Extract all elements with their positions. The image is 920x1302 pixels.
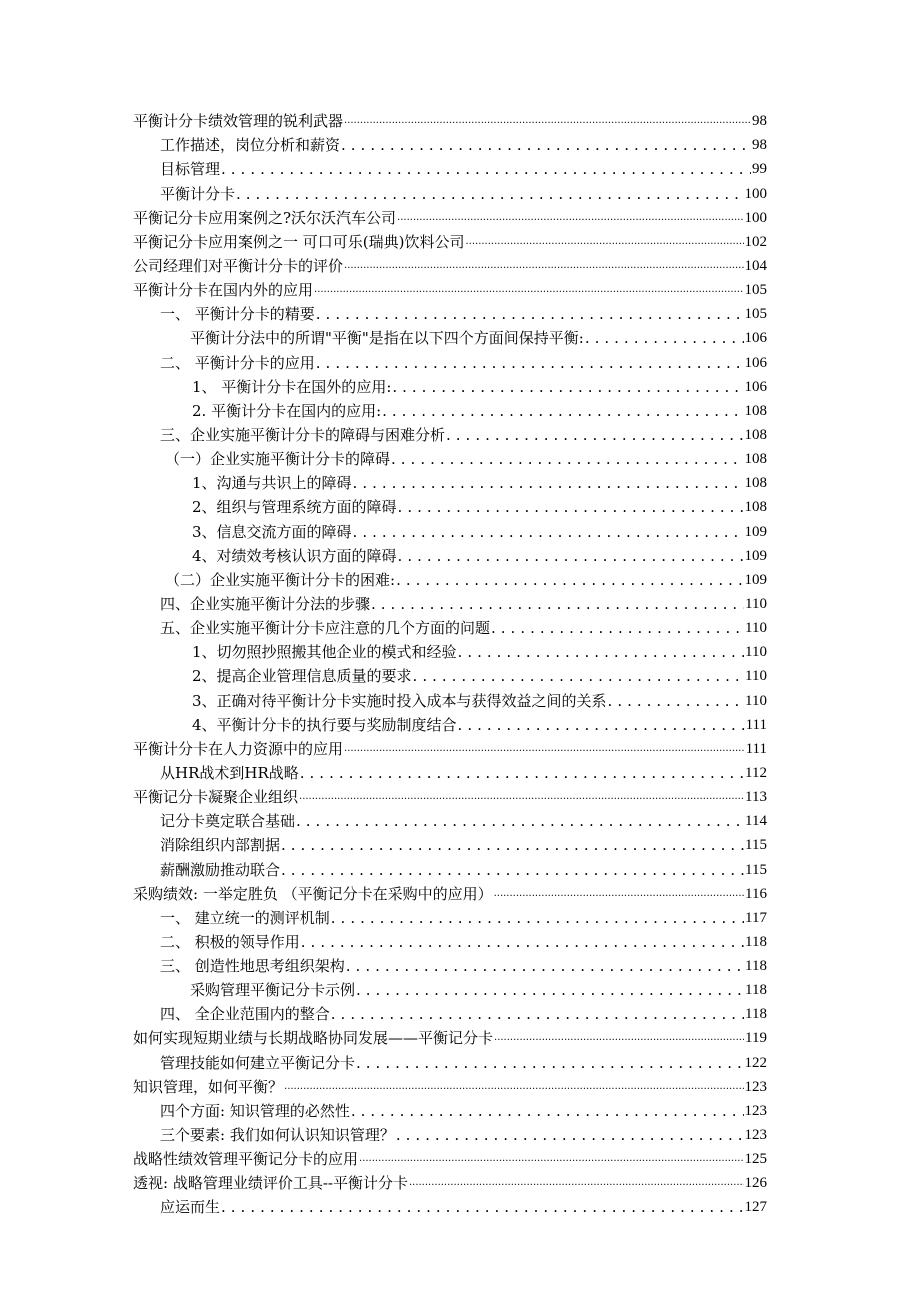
toc-entry[interactable]	[133, 930, 767, 954]
toc-entry[interactable]	[133, 1099, 767, 1123]
dot-leader	[341, 133, 751, 157]
toc-entry-page-number: 118	[745, 1006, 767, 1023]
toc-entry[interactable]	[133, 1123, 767, 1147]
toc-entry-page-number: 109	[744, 523, 767, 540]
table-of-contents	[133, 109, 767, 1219]
dot-leader	[344, 109, 751, 133]
toc-entry-page-number: 113	[745, 789, 767, 806]
dot-leader	[344, 254, 743, 278]
toc-entry[interactable]	[133, 326, 767, 350]
toc-entry-title: 平衡计分卡在国内外的应用	[133, 281, 314, 300]
toc-entry-title: 如何实现短期业绩与长期战略协同发展——平衡记分卡	[133, 1029, 494, 1048]
dot-leader	[299, 785, 744, 809]
toc-entry[interactable]	[133, 761, 767, 785]
toc-entry[interactable]	[133, 1002, 767, 1026]
toc-entry[interactable]	[133, 954, 767, 978]
toc-entry[interactable]	[133, 664, 767, 688]
dot-leader	[356, 978, 744, 1002]
dot-leader	[397, 206, 743, 230]
toc-entry-title: 1、沟通与共识上的障碍	[192, 474, 352, 493]
toc-entry[interactable]	[133, 1195, 767, 1219]
toc-entry[interactable]	[133, 471, 767, 495]
toc-entry-title: 平衡计分卡	[160, 184, 236, 203]
toc-entry-page-number: 110	[745, 644, 767, 661]
toc-entry-page-number: 118	[745, 933, 767, 950]
dot-leader	[391, 447, 743, 471]
toc-entry[interactable]	[133, 616, 767, 640]
toc-entry-page-number: 111	[745, 716, 767, 733]
toc-entry-title: 管理技能如何建立平衡记分卡	[160, 1053, 356, 1072]
dot-leader	[353, 520, 744, 544]
toc-entry-page-number: 123	[744, 1102, 767, 1119]
dot-leader	[413, 664, 745, 688]
toc-entry[interactable]	[133, 495, 767, 519]
toc-entry[interactable]	[133, 254, 767, 278]
toc-entry-title: 平衡记分卡应用案例之一 可口可乐(瑞典)饮料公司	[133, 232, 465, 251]
toc-entry[interactable]	[133, 109, 767, 133]
toc-entry-page-number: 105	[744, 282, 767, 299]
dot-leader	[353, 471, 744, 495]
toc-entry-title: 平衡记分卡应用案例之?沃尔沃汽车公司	[133, 208, 397, 227]
dot-leader	[494, 882, 744, 906]
dot-leader	[494, 1026, 744, 1050]
dot-leader	[221, 157, 751, 181]
toc-entry-title: 3、正确对待平衡计分卡实施时投入成本与获得效益之间的关系	[192, 691, 607, 710]
toc-entry-title: 工作描述，岗位分析和薪资	[160, 136, 341, 155]
toc-entry-title: 4、平衡计分卡的执行要与奖励制度结合	[192, 715, 457, 734]
dot-leader	[300, 761, 744, 785]
dot-leader	[398, 544, 744, 568]
toc-entry[interactable]	[133, 133, 767, 157]
toc-entry[interactable]	[133, 906, 767, 930]
toc-entry-title: 三、企业实施平衡计分卡的障碍与困难分析	[160, 425, 446, 444]
toc-entry[interactable]	[133, 978, 767, 1002]
toc-entry-page-number: 100	[744, 209, 767, 226]
toc-entry-title: 透视: 战略管理业绩评价工具--平衡计分卡	[133, 1174, 408, 1193]
toc-entry[interactable]	[133, 519, 767, 543]
toc-entry-page-number: 108	[744, 402, 767, 419]
dot-leader	[314, 278, 743, 302]
toc-entry-page-number: 111	[745, 740, 767, 757]
dot-leader	[608, 689, 745, 713]
toc-entry-title: 知识管理，如何平衡？	[133, 1077, 284, 1096]
toc-entry-title: 一、 平衡计分卡的精要	[160, 305, 315, 324]
toc-entry[interactable]	[133, 350, 767, 374]
toc-entry[interactable]	[133, 399, 767, 423]
toc-entry-title: 采购绩效: 一举定胜负 （平衡记分卡在采购中的应用）	[133, 884, 493, 903]
toc-entry-title: 三、 创造性地思考组织架构	[160, 957, 345, 976]
toc-entry-title: 三个要素: 我们如何认识知识管理？	[160, 1126, 395, 1145]
dot-leader	[316, 302, 744, 326]
toc-entry-title: 采购管理平衡记分卡示例	[190, 981, 356, 1000]
toc-entry-title: 从HR战术到HR战略	[160, 763, 299, 782]
toc-entry[interactable]	[133, 1171, 767, 1195]
toc-entry-page-number: 99	[752, 161, 767, 178]
dot-leader	[585, 326, 744, 350]
toc-entry[interactable]	[133, 1050, 767, 1074]
toc-entry-title: 平衡计分法中的所谓"平衡"是指在以下四个方面间保持平衡:	[190, 329, 584, 348]
toc-entry-page-number: 119	[745, 1030, 767, 1047]
dot-leader	[465, 230, 743, 254]
toc-entry-title: 五、企业实施平衡计分卡应注意的几个方面的问题	[160, 619, 491, 638]
toc-entry[interactable]	[133, 592, 767, 616]
toc-entry[interactable]	[133, 1147, 767, 1171]
toc-entry-title: 1、 平衡计分卡在国外的应用:	[192, 377, 392, 396]
toc-entry-page-number: 116	[745, 885, 767, 902]
toc-entry[interactable]	[133, 181, 767, 205]
toc-entry-page-number: 102	[744, 233, 767, 250]
dot-leader	[221, 1195, 743, 1219]
dot-leader	[371, 592, 744, 616]
toc-entry-title: 薪酬激励推动联合	[160, 860, 281, 879]
toc-entry-page-number: 122	[744, 1054, 767, 1071]
toc-entry-page-number: 106	[744, 354, 767, 371]
toc-entry[interactable]	[133, 640, 767, 664]
toc-entry[interactable]	[133, 857, 767, 881]
toc-entry[interactable]	[133, 809, 767, 833]
toc-entry[interactable]	[133, 568, 767, 592]
toc-entry-page-number: 114	[745, 813, 767, 830]
toc-entry-page-number: 106	[744, 330, 767, 347]
toc-entry-title: 应运而生	[160, 1198, 221, 1217]
toc-entry-page-number: 123	[744, 1127, 767, 1144]
toc-entry-page-number: 118	[745, 958, 767, 975]
dot-leader	[409, 1171, 744, 1195]
toc-entry-page-number: 110	[745, 692, 767, 709]
toc-entry-page-number: 117	[745, 909, 767, 926]
toc-entry[interactable]	[133, 713, 767, 737]
toc-entry-page-number: 108	[744, 451, 767, 468]
toc-entry-title: （一）企业实施平衡计分卡的障碍	[165, 450, 391, 469]
toc-entry-page-number: 106	[744, 378, 767, 395]
toc-entry-page-number: 115	[745, 837, 767, 854]
toc-entry[interactable]	[133, 882, 767, 906]
dot-leader	[396, 568, 743, 592]
toc-entry-title: 记分卡奠定联合基础	[160, 812, 296, 831]
toc-entry-page-number: 109	[744, 571, 767, 588]
toc-entry-page-number: 110	[745, 620, 767, 637]
toc-entry[interactable]	[133, 785, 767, 809]
toc-entry-page-number: 100	[744, 185, 767, 202]
toc-entry-page-number: 105	[744, 306, 767, 323]
toc-entry-title: 一、 建立统一的测评机制	[160, 908, 330, 927]
toc-entry-page-number: 98	[752, 113, 767, 130]
toc-entry[interactable]	[133, 833, 767, 857]
toc-entry-page-number: 104	[744, 257, 767, 274]
dot-leader	[284, 1075, 743, 1099]
toc-entry-page-number: 110	[745, 595, 767, 612]
toc-entry-page-number: 108	[744, 426, 767, 443]
toc-entry-page-number: 127	[744, 1199, 767, 1216]
dot-leader	[281, 833, 744, 857]
toc-entry-title: 1、切勿照抄照搬其他企业的模式和经验	[192, 643, 457, 662]
toc-entry-title: 公司经理们对平衡计分卡的评价	[133, 256, 344, 275]
dot-leader	[331, 906, 744, 930]
toc-entry[interactable]	[133, 157, 767, 181]
toc-entry-page-number: 118	[745, 982, 767, 999]
toc-entry[interactable]	[133, 737, 767, 761]
toc-entry-page-number: 98	[752, 137, 767, 154]
toc-entry[interactable]	[133, 423, 767, 447]
toc-entry-title: 2、提高企业管理信息质量的要求	[192, 667, 412, 686]
toc-entry[interactable]	[133, 544, 767, 568]
toc-entry[interactable]	[133, 278, 767, 302]
toc-entry-page-number: 125	[744, 1151, 767, 1168]
dot-leader	[458, 713, 745, 737]
dot-leader	[396, 1123, 744, 1147]
dot-leader	[398, 495, 744, 519]
toc-entry-title: 2. 平衡计分卡在国内的应用:	[192, 401, 382, 420]
dot-leader	[296, 809, 744, 833]
toc-entry[interactable]	[133, 1075, 767, 1099]
toc-entry-title: 四、 全企业范围内的整合	[160, 1005, 330, 1024]
toc-entry-title: 2、组织与管理系统方面的障碍	[192, 498, 397, 517]
toc-entry-page-number: 112	[745, 764, 767, 781]
toc-entry[interactable]	[133, 688, 767, 712]
toc-entry-title: 二、 平衡计分卡的应用	[160, 353, 315, 372]
dot-leader	[344, 737, 745, 761]
toc-entry-title: 四个方面: 知识管理的必然性	[160, 1101, 350, 1120]
toc-entry[interactable]	[133, 206, 767, 230]
toc-entry-title: 3、信息交流方面的障碍	[192, 522, 352, 541]
toc-entry-page-number: 110	[745, 668, 767, 685]
dot-leader	[331, 1002, 744, 1026]
dot-leader	[359, 1147, 743, 1171]
dot-leader	[346, 954, 744, 978]
toc-entry-title: 二、 积极的领导作用	[160, 932, 300, 951]
toc-entry-title: 四、企业实施平衡计分法的步骤	[160, 594, 371, 613]
dot-leader	[458, 640, 745, 664]
toc-entry-title: 目标管理	[160, 160, 221, 179]
toc-entry[interactable]	[133, 447, 767, 471]
dot-leader	[392, 375, 743, 399]
dot-leader	[382, 399, 743, 423]
toc-entry-title: 战略性绩效管理平衡记分卡的应用	[133, 1150, 359, 1169]
toc-entry-page-number: 126	[744, 1175, 767, 1192]
toc-entry-title: 平衡计分卡绩效管理的锐利武器	[133, 112, 344, 131]
toc-entry-page-number: 108	[744, 499, 767, 516]
dot-leader	[351, 1099, 744, 1123]
toc-entry-title: 平衡记分卡凝聚企业组织	[133, 788, 299, 807]
dot-leader	[446, 423, 743, 447]
toc-entry-title: 4、对绩效考核认识方面的障碍	[192, 546, 397, 565]
dot-leader	[281, 858, 744, 882]
toc-entry-page-number: 123	[744, 1078, 767, 1095]
dot-leader	[491, 616, 744, 640]
toc-entry-page-number: 108	[744, 475, 767, 492]
dot-leader	[356, 1051, 743, 1075]
dot-leader	[301, 930, 744, 954]
toc-entry[interactable]	[133, 302, 767, 326]
toc-entry[interactable]	[133, 1026, 767, 1050]
toc-entry-title: 平衡计分卡在人力资源中的应用	[133, 739, 344, 758]
toc-entry[interactable]	[133, 230, 767, 254]
toc-entry-page-number: 115	[745, 861, 767, 878]
dot-leader	[316, 351, 744, 375]
toc-entry[interactable]	[133, 375, 767, 399]
toc-entry-title: （二）企业实施平衡计分卡的困难:	[165, 570, 396, 589]
toc-entry-page-number: 109	[744, 547, 767, 564]
toc-entry-title: 消除组织内部割据	[160, 836, 281, 855]
dot-leader	[236, 182, 743, 206]
